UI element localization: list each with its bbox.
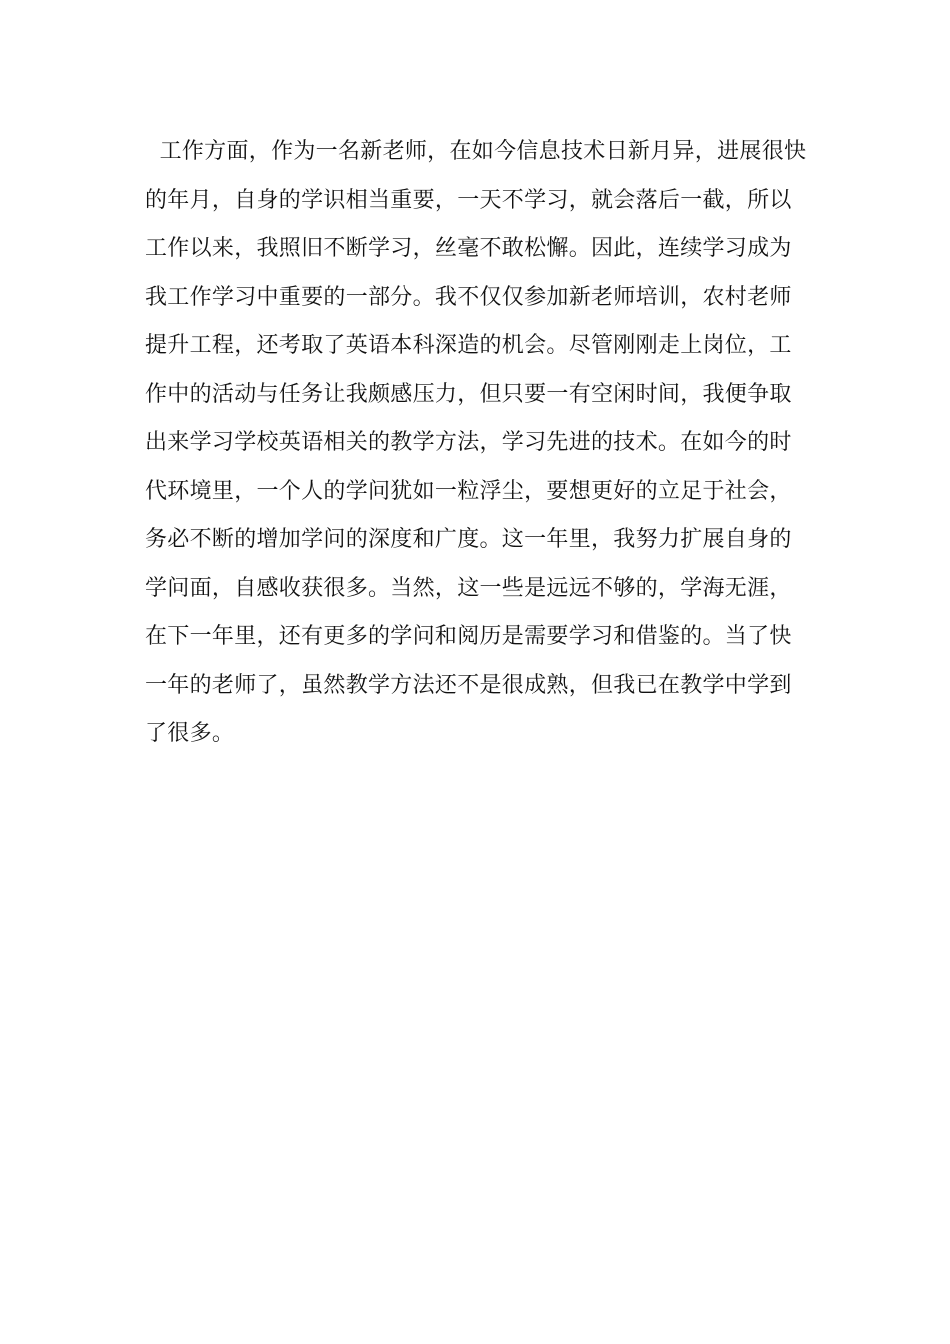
paragraph-line: 的年月，自身的学识相当重要，一天不学习，就会落后一截，所以 [145,187,792,213]
paragraph-line: 一年的老师了，虽然教学方法还不是很成熟，但我已在教学中学到 [145,672,792,698]
paragraph-line: 提升工程，还考取了英语本科深造的机会。尽管刚刚走上岗位，工 [145,333,792,358]
paragraph-line: 工作以来，我照旧不断学习，丝毫不敢松懈。因此，连续学习成为 [145,236,792,261]
paragraph-line: 务必不断的增加学问的深度和广度。这一年里，我努力扩展自身的 [145,527,792,552]
paragraph-line: 代环境里，一个人的学问犹如一粒浮尘，要想更好的立足于社会， [145,478,792,504]
paragraph-line: 作中的活动与任务让我颇感压力，但只要一有空闲时间，我便争取 [145,381,792,407]
paragraph-line: 了很多。 [145,721,235,746]
paragraph-line: 在下一年里，还有更多的学问和阅历是需要学习和借鉴的。当了快 [145,624,792,649]
paragraph-line: 出来学习学校英语相关的教学方法，学习先进的技术。在如今的时 [145,430,792,455]
paragraph-line: 学问面，自感收获很多。当然，这一些是远远不够的，学海无涯， [145,575,792,601]
body-paragraph [145,128,825,759]
paragraph-line: 工作方面，作为一名新老师，在如今信息技术日新月异，进展很快 [145,139,807,164]
paragraph-line: 我工作学习中重要的一部分。我不仅仅参加新老师培训，农村老师 [145,284,792,310]
